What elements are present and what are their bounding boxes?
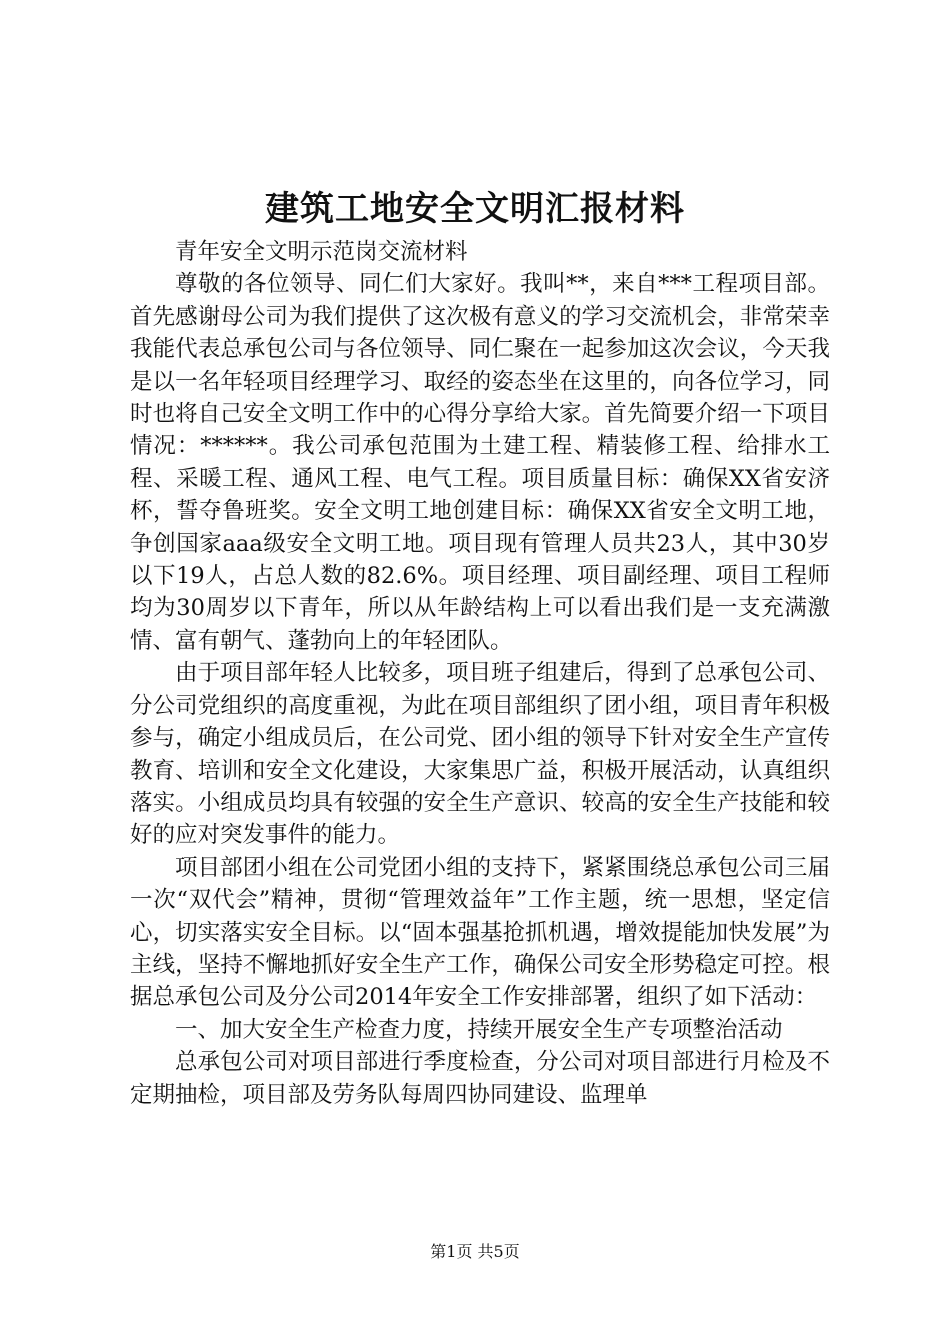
body-paragraph: 由于项目部年轻人比较多，项目班子组建后，得到了总承包公司、分公司党组织的高度重视，为此在项目部组织了团小组，项目青年积极参与，确定小组成员后，在公司党、团小组的领导下针对安全生产宣传教育、培训和安全文化建设，大家集思广益，积极开展活动，认真组织落实。小组成员均具有较强的安全生产意识、较高的安全生产技能和较好的应对突发事件的能力。 [130, 660, 830, 849]
document-title: 建筑工地安全文明汇报材料 [265, 189, 685, 229]
body-paragraph: 总承包公司对项目部进行季度检查，分公司对项目部进行月检及不定期抽检，项目部及劳务队每周四协同建设、监理单 [130, 1049, 830, 1108]
page-number-footer: 第1页 共5页 [430, 1242, 520, 1261]
document-body [130, 236, 830, 1111]
body-paragraph: 项目部团小组在公司党团小组的支持下，紧紧围绕总承包公司三届一次“双代会”精神，贯彻“管理效益年”工作主题，统一思想，坚定信心，切实落实安全目标。以“固本强基抢抓机遇，增效提能加快发展”为主线，坚持不懈地抓好安全生产工作，确保公司安全形势稳定可控。根据总承包公司及分公司2014年安全工作安排部署，组织了如下活动： [130, 854, 830, 1011]
section-heading: 一、加大安全生产检查力度，持续开展安全生产专项整治活动 [175, 1016, 783, 1043]
body-paragraph: 尊敬的各位领导、同仁们大家好。我叫**，来自***工程项目部。首先感谢母公司为我们提供了这次极有意义的学习交流机会，非常荣幸我能代表总承包公司与各位领导、同仁聚在一起参加这次会议，今天我是以一名年轻项目经理学习、取经的姿态坐在这里的，向各位学习，同时也将自己安全文明工作中的心得分享给大家。首先简要介绍一下项目情况：******。我公司承包范围为土建工程、精装修工程、给排水工程、采暖工程、通风工程、电气工程。项目质量目标：确保XX省安济杯，誓夺鲁班奖。安全文明工地创建目标：确保XX省安全文明工地，争创国家aaa级安全文明工地。项目现有管理人员共23人，其中30岁以下19人，占总人数的82.6%。项目经理、项目副经理、项目工程师均为30周岁以下青年，所以从年龄结构上可以看出我们是一支充满激情、富有朝气、蓬勃向上的年轻团队。 [130, 271, 830, 654]
subtitle-paragraph: 青年安全文明示范岗交流材料 [175, 239, 468, 265]
